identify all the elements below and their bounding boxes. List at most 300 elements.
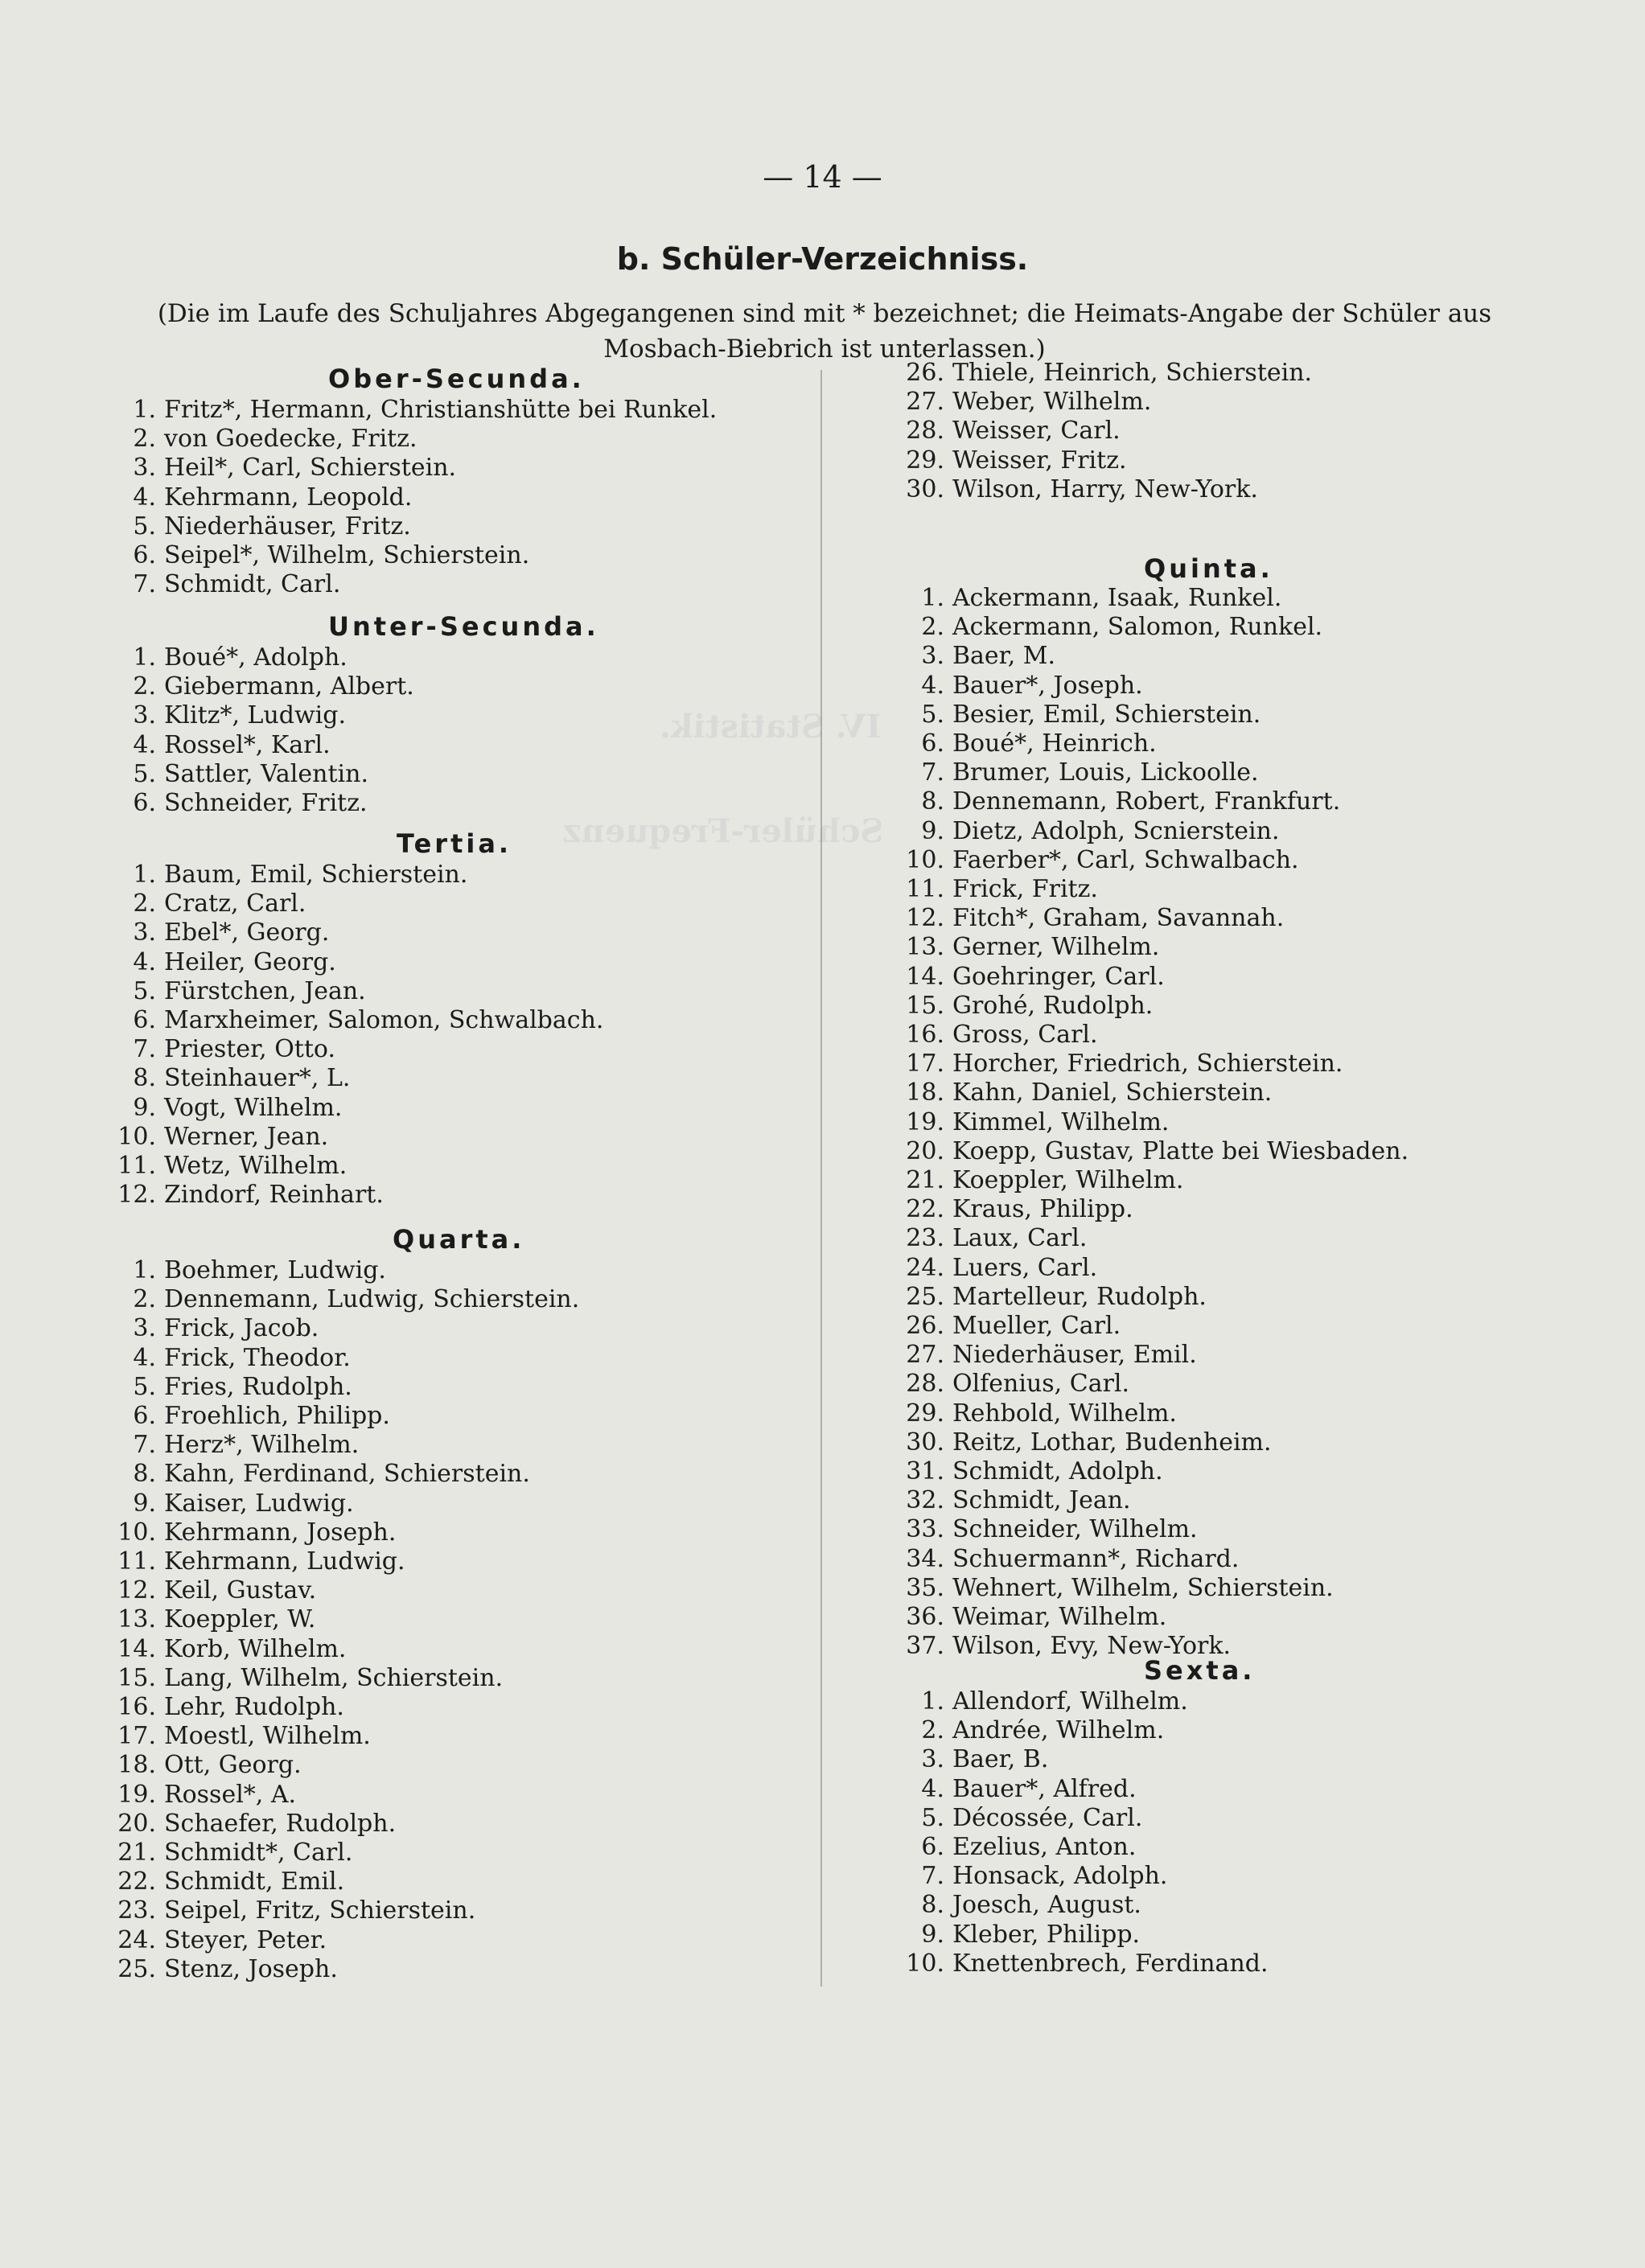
entry-name: Korb, Wilhelm. <box>164 1634 347 1663</box>
student-entry <box>903 1399 1177 1428</box>
entry-number: 6. <box>133 541 156 569</box>
entry-number: 15. <box>117 1663 156 1692</box>
entry-number: 31. <box>906 1457 944 1485</box>
entry-name: Rossel*, A. <box>164 1780 297 1809</box>
entry-number: 23. <box>906 1224 944 1253</box>
student-entry <box>111 1285 579 1314</box>
student-entry <box>111 760 368 789</box>
entry-name: Fritz*, Hermann, Christianshütte bei Runkel. <box>164 396 718 424</box>
student-entry <box>111 1373 352 1402</box>
student-entry <box>111 1751 302 1780</box>
section-heading: Tertia. <box>397 828 512 859</box>
entry-name: Ezelius, Anton. <box>952 1833 1137 1861</box>
student-entry <box>903 1050 1343 1079</box>
student-entry <box>903 359 1312 388</box>
student-entry <box>903 1254 1097 1283</box>
entry-number: 5. <box>921 700 944 729</box>
entry-name: Schmidt, Jean. <box>952 1486 1131 1515</box>
entry-number: 12. <box>906 904 944 933</box>
page-number: — 14 — <box>763 159 882 195</box>
entry-name: Laux, Carl. <box>952 1224 1088 1253</box>
section-heading: Ober-Secunda. <box>328 364 585 394</box>
entry-number: 17. <box>117 1722 156 1751</box>
student-entry <box>111 1867 344 1896</box>
entry-number: 3. <box>921 1745 944 1774</box>
entry-name: Sattler, Valentin. <box>164 759 368 788</box>
entry-number: 37. <box>906 1632 944 1661</box>
entry-name: Frick, Theodor. <box>164 1343 351 1372</box>
entry-number: 35. <box>906 1573 944 1602</box>
entry-name: Dietz, Adolph, Scnierstein. <box>952 816 1280 845</box>
entry-name: Vogt, Wilhelm. <box>164 1093 343 1122</box>
student-entry <box>111 454 456 483</box>
entry-number: 2. <box>133 890 156 918</box>
student-entry <box>111 1896 475 1925</box>
entry-name: Heil*, Carl, Schierstein. <box>164 454 457 483</box>
entry-number: 32. <box>906 1486 944 1515</box>
entry-number: 9. <box>133 1489 156 1518</box>
student-entry <box>111 948 336 977</box>
entry-name: Priester, Otto. <box>164 1035 335 1064</box>
student-entry <box>111 1955 338 1984</box>
student-entry <box>903 1021 1098 1050</box>
entry-number: 7. <box>921 1862 944 1891</box>
entry-number: 27. <box>906 1341 944 1370</box>
student-entry <box>903 1195 1133 1224</box>
student-entry <box>111 701 346 730</box>
student-entry <box>903 446 1127 475</box>
bleed-through-decoration: Schüler-Frequenz <box>563 812 884 850</box>
entry-name: Frick, Jacob. <box>164 1314 319 1343</box>
entry-number: 9. <box>133 1093 156 1122</box>
student-entry <box>111 1781 296 1810</box>
entry-name: Martelleur, Rudolph. <box>952 1282 1207 1311</box>
entry-number: 22. <box>906 1195 944 1224</box>
entry-number: 1. <box>133 861 156 889</box>
entry-name: Fries, Rudolph. <box>164 1372 352 1401</box>
entry-number: 1. <box>921 584 944 612</box>
student-entry <box>903 417 1121 446</box>
student-entry <box>111 541 529 570</box>
entry-name: Wetz, Wilhelm. <box>164 1152 348 1180</box>
entry-name: Schmidt, Adolph. <box>952 1457 1163 1485</box>
student-entry <box>903 1891 1141 1920</box>
student-entry <box>903 1950 1269 1978</box>
student-entry <box>111 643 348 672</box>
entry-name: Fitch*, Graham, Savannah. <box>952 904 1285 933</box>
entry-number: 21. <box>906 1166 944 1194</box>
entry-number: 6. <box>133 1402 156 1430</box>
student-entry <box>903 1687 1188 1716</box>
entry-name: Bauer*, Joseph. <box>952 671 1143 700</box>
entry-number: 6. <box>133 1006 156 1034</box>
entry-number: 5. <box>133 1372 156 1401</box>
student-entry <box>111 890 306 918</box>
entry-name: Boué*, Heinrich. <box>952 729 1157 758</box>
student-entry <box>111 918 329 947</box>
entry-number: 4. <box>133 730 156 759</box>
section-heading: Quarta. <box>393 1224 525 1255</box>
entry-number: 9. <box>921 1920 944 1949</box>
entry-number: 28. <box>906 417 944 446</box>
entry-number: 34. <box>906 1544 944 1573</box>
entry-name: Niederhäuser, Fritz. <box>164 512 411 540</box>
entry-name: von Goedecke, Fritz. <box>164 425 417 454</box>
entry-name: Kleber, Philipp. <box>952 1920 1141 1949</box>
student-entry <box>111 1314 319 1343</box>
entry-number: 14. <box>117 1634 156 1663</box>
student-entry <box>111 1431 359 1460</box>
entry-name: Werner, Jean. <box>164 1122 329 1151</box>
entry-number: 5. <box>133 512 156 540</box>
entry-name: Luers, Carl. <box>952 1253 1098 1282</box>
entry-number: 19. <box>906 1107 944 1136</box>
student-entry <box>111 1547 405 1576</box>
entry-number: 18. <box>117 1751 156 1780</box>
student-entry <box>111 1693 344 1722</box>
student-entry <box>111 1152 347 1181</box>
student-entry <box>903 1862 1167 1891</box>
student-entry <box>111 1926 327 1955</box>
entry-name: Weber, Wilhelm. <box>952 388 1152 417</box>
entry-number: 4. <box>133 483 156 512</box>
entry-name: Reitz, Lothar, Budenheim. <box>952 1428 1272 1457</box>
entry-number: 3. <box>133 454 156 483</box>
student-entry <box>903 642 1055 671</box>
student-entry <box>111 1344 351 1373</box>
entry-number: 33. <box>906 1515 944 1544</box>
student-entry <box>903 846 1299 875</box>
entry-name: Kehrmann, Ludwig. <box>164 1547 405 1576</box>
entry-name: Schneider, Wilhelm. <box>952 1515 1198 1544</box>
entry-number: 14. <box>906 962 944 991</box>
entry-name: Grohé, Rudolph. <box>952 991 1154 1020</box>
student-entry <box>111 1489 354 1518</box>
entry-number: 7. <box>133 1431 156 1460</box>
entry-name: Stenz, Joseph. <box>164 1954 338 1983</box>
entry-name: Faerber*, Carl, Schwalbach. <box>952 845 1299 874</box>
entry-name: Klitz*, Ludwig. <box>164 701 346 730</box>
entry-number: 26. <box>906 359 944 387</box>
student-entry <box>903 1166 1183 1195</box>
entry-name: Marxheimer, Salomon, Schwalbach. <box>164 1006 604 1034</box>
entry-name: Seipel*, Wilhelm, Schierstein. <box>164 541 530 569</box>
student-entry <box>903 1370 1129 1399</box>
entry-name: Niederhäuser, Emil. <box>952 1341 1197 1370</box>
column-divider <box>820 370 822 1987</box>
entry-number: 3. <box>133 918 156 947</box>
student-entry <box>111 977 366 1006</box>
student-entry <box>903 992 1153 1021</box>
student-entry <box>111 1123 328 1152</box>
entry-name: Gross, Carl. <box>952 1021 1098 1049</box>
entry-number: 21. <box>117 1839 156 1867</box>
entry-number: 12. <box>117 1576 156 1605</box>
entry-number: 20. <box>117 1809 156 1838</box>
student-entry <box>903 672 1143 701</box>
entry-number: 23. <box>117 1896 156 1925</box>
entry-name: Koeppler, W. <box>164 1605 316 1634</box>
student-entry <box>111 731 331 760</box>
entry-name: Schneider, Fritz. <box>164 789 368 817</box>
entry-name: Rehbold, Wilhelm. <box>952 1399 1177 1428</box>
entry-number: 5. <box>921 1803 944 1832</box>
entry-name: Dennemann, Robert, Frankfurt. <box>952 787 1341 816</box>
entry-number: 4. <box>921 671 944 700</box>
student-entry <box>903 388 1151 417</box>
entry-number: 19. <box>117 1780 156 1809</box>
student-entry <box>903 1341 1197 1370</box>
student-entry <box>903 1603 1166 1632</box>
entry-number: 18. <box>906 1079 944 1107</box>
section-heading: Unter-Secunda. <box>328 611 599 642</box>
entry-name: Honsack, Adolph. <box>952 1862 1168 1891</box>
entry-number: 11. <box>906 875 944 903</box>
entry-number: 7. <box>133 1035 156 1064</box>
entry-number: 6. <box>133 789 156 817</box>
entry-name: Fürstchen, Jean. <box>164 976 366 1005</box>
entry-name: Lehr, Rudolph. <box>164 1693 344 1721</box>
student-entry <box>903 1283 1207 1312</box>
student-entry <box>111 1094 342 1123</box>
entry-number: 1. <box>921 1687 944 1715</box>
entry-number: 27. <box>906 388 944 417</box>
entry-name: Goehringer, Carl. <box>952 962 1165 991</box>
entry-number: 2. <box>133 1285 156 1314</box>
student-entry <box>903 875 1098 904</box>
entry-name: Baer, M. <box>952 642 1056 671</box>
student-entry <box>111 1576 316 1605</box>
bleed-through-decoration: IV. Statistik. <box>660 708 882 746</box>
student-entry <box>903 817 1279 846</box>
entry-name: Weisser, Fritz. <box>952 446 1127 475</box>
entry-number: 8. <box>921 787 944 816</box>
entry-number: 10. <box>117 1122 156 1151</box>
student-entry <box>111 425 417 454</box>
entry-number: 11. <box>117 1152 156 1180</box>
entry-number: 8. <box>921 1891 944 1920</box>
entry-name: Kimmel, Wilhelm. <box>952 1107 1170 1136</box>
entry-name: Giebermann, Albert. <box>164 672 414 701</box>
entry-number: 24. <box>906 1253 944 1282</box>
entry-number: 13. <box>117 1605 156 1634</box>
student-entry <box>903 475 1258 504</box>
entry-number: 10. <box>906 1949 944 1978</box>
student-entry <box>903 1224 1087 1253</box>
student-entry <box>111 1605 315 1634</box>
entry-name: Kaiser, Ludwig. <box>164 1489 354 1518</box>
student-entry <box>903 613 1322 642</box>
entry-name: Heiler, Georg. <box>164 947 336 976</box>
entry-number: 1. <box>133 396 156 424</box>
entry-name: Ackermann, Salomon, Runkel. <box>952 613 1323 642</box>
entry-number: 5. <box>133 976 156 1005</box>
student-entry <box>111 1402 390 1431</box>
student-entry <box>111 512 411 541</box>
student-entry <box>111 1810 396 1839</box>
student-entry <box>903 904 1284 933</box>
student-entry <box>903 1545 1239 1574</box>
student-entry <box>111 1256 386 1285</box>
entry-name: Steinhauer*, L. <box>164 1064 351 1093</box>
student-entry <box>903 729 1157 758</box>
student-entry <box>111 570 340 599</box>
entry-number: 6. <box>921 1833 944 1861</box>
student-entry <box>903 1079 1272 1107</box>
entry-name: Mueller, Carl. <box>952 1312 1121 1340</box>
entry-name: Schmidt*, Carl. <box>164 1839 353 1867</box>
entry-number: 1. <box>133 1256 156 1284</box>
entry-number: 26. <box>906 1312 944 1340</box>
entry-number: 2. <box>921 1716 944 1745</box>
entry-name: Ebel*, Georg. <box>164 918 330 947</box>
student-entry <box>111 861 467 890</box>
entry-name: Boué*, Adolph. <box>164 643 348 672</box>
student-entry <box>903 1716 1164 1745</box>
student-entry <box>903 1428 1272 1457</box>
entry-name: Weimar, Wilhelm. <box>952 1603 1167 1631</box>
entry-number: 1. <box>133 643 156 672</box>
entry-number: 16. <box>906 1021 944 1049</box>
entry-name: Koeppler, Wilhelm. <box>952 1166 1184 1194</box>
section-heading: Quinta. <box>1144 553 1273 584</box>
entry-name: Wilson, Evy, New-York. <box>952 1632 1232 1661</box>
entry-number: 28. <box>906 1370 944 1399</box>
entry-name: Kraus, Philipp. <box>952 1195 1133 1224</box>
entry-name: Besier, Emil, Schierstein. <box>952 700 1261 729</box>
entry-name: Ackermann, Isaak, Runkel. <box>952 584 1282 612</box>
entry-number: 11. <box>117 1547 156 1576</box>
entry-number: 3. <box>133 1314 156 1343</box>
entry-name: Brumer, Louis, Lickoolle. <box>952 758 1259 787</box>
student-entry <box>903 1312 1121 1341</box>
student-entry <box>111 1839 352 1867</box>
entry-name: Schmidt, Carl. <box>164 570 341 599</box>
entry-number: 22. <box>117 1867 156 1896</box>
entry-name: Herz*, Wilhelm. <box>164 1431 360 1460</box>
document-title: b. Schüler-Verzeichniss. <box>616 241 1029 277</box>
entry-name: Schaefer, Rudolph. <box>164 1809 397 1838</box>
entry-number: 25. <box>906 1282 944 1311</box>
entry-number: 4. <box>133 1343 156 1372</box>
entry-name: Steyer, Peter. <box>164 1925 327 1954</box>
entry-number: 29. <box>906 1399 944 1428</box>
entry-name: Weisser, Carl. <box>952 417 1121 446</box>
student-entry <box>111 396 717 425</box>
entry-name: Kehrmann, Joseph. <box>164 1518 397 1547</box>
entry-name: Rossel*, Karl. <box>164 730 331 759</box>
student-entry <box>111 1722 371 1751</box>
entry-number: 8. <box>133 1460 156 1489</box>
entry-name: Andrée, Wilhelm. <box>952 1716 1165 1745</box>
student-entry <box>111 483 412 512</box>
student-entry <box>903 1921 1140 1950</box>
entry-name: Ott, Georg. <box>164 1751 302 1780</box>
entry-name: Knettenbrech, Ferdinand. <box>952 1949 1269 1978</box>
student-entry <box>903 787 1340 816</box>
entry-number: 24. <box>117 1925 156 1954</box>
entry-number: 30. <box>906 1428 944 1457</box>
entry-name: Kahn, Ferdinand, Schierstein. <box>164 1460 530 1489</box>
entry-name: Gerner, Wilhelm. <box>952 933 1160 962</box>
student-entry <box>903 584 1281 613</box>
student-entry <box>111 789 368 818</box>
entry-number: 30. <box>906 475 944 503</box>
entry-name: Lang, Wilhelm, Schierstein. <box>164 1663 504 1692</box>
student-entry <box>903 701 1260 729</box>
entry-number: 16. <box>117 1693 156 1721</box>
entry-name: Zindorf, Reinhart. <box>164 1181 384 1210</box>
entry-number: 3. <box>133 701 156 730</box>
entry-name: Wilson, Harry, New-York. <box>952 475 1258 503</box>
entry-name: Allendorf, Wilhelm. <box>952 1687 1188 1715</box>
student-entry <box>111 1035 335 1064</box>
entry-number: 2. <box>133 672 156 701</box>
entry-name: Joesch, August. <box>952 1891 1141 1920</box>
entry-number: 4. <box>133 947 156 976</box>
entry-number: 10. <box>117 1518 156 1547</box>
entry-name: Cratz, Carl. <box>164 890 306 918</box>
entry-number: 25. <box>117 1954 156 1983</box>
entry-number: 15. <box>906 991 944 1020</box>
entry-number: 5. <box>133 759 156 788</box>
student-entry <box>111 1460 530 1489</box>
entry-number: 36. <box>906 1603 944 1631</box>
student-entry <box>111 1181 384 1210</box>
entry-name: Décossée, Carl. <box>952 1803 1143 1832</box>
entry-name: Wehnert, Wilhelm, Schierstein. <box>952 1573 1334 1602</box>
student-entry <box>903 1486 1131 1515</box>
student-entry <box>111 1635 346 1664</box>
entry-number: 3. <box>921 642 944 671</box>
entry-name: Moestl, Wilhelm. <box>164 1722 371 1751</box>
entry-number: 7. <box>921 758 944 787</box>
student-entry <box>903 1745 1048 1774</box>
entry-name: Seipel, Fritz, Schierstein. <box>164 1896 476 1925</box>
entry-name: Bauer*, Alfred. <box>952 1774 1137 1803</box>
student-entry <box>903 758 1259 787</box>
entry-name: Baer, B. <box>952 1745 1049 1774</box>
student-entry <box>903 1775 1137 1804</box>
entry-number: 29. <box>906 446 944 475</box>
entry-number: 9. <box>921 816 944 845</box>
student-entry <box>903 1108 1169 1137</box>
entry-name: Olfenius, Carl. <box>952 1370 1130 1399</box>
entry-number: 12. <box>117 1181 156 1210</box>
entry-name: Dennemann, Ludwig, Schierstein. <box>164 1285 580 1314</box>
student-entry <box>903 1137 1409 1166</box>
student-entry <box>111 1064 350 1093</box>
entry-name: Kahn, Daniel, Schierstein. <box>952 1079 1273 1107</box>
entry-name: Frick, Fritz. <box>952 875 1098 903</box>
entry-name: Schmidt, Emil. <box>164 1867 345 1896</box>
student-entry <box>111 1518 396 1547</box>
entry-number: 20. <box>906 1136 944 1165</box>
entry-name: Schuermann*, Richard. <box>952 1544 1240 1573</box>
entry-number: 10. <box>906 845 944 874</box>
entry-number: 2. <box>133 425 156 454</box>
student-entry <box>903 1833 1136 1862</box>
student-entry <box>903 1515 1198 1544</box>
note: (Die im Laufe des Schuljahres Abgegangenen sind mit * bezeichnet; die Heimats-Angabe der Schüler aus Mosbach-Biebrich ist unterlassen.) <box>157 299 1492 364</box>
entry-name: Thiele, Heinrich, Schierstein. <box>952 359 1313 387</box>
entry-number: 17. <box>906 1050 944 1079</box>
entry-number: 2. <box>921 613 944 642</box>
student-entry <box>903 963 1165 992</box>
entry-number: 4. <box>921 1774 944 1803</box>
entry-number: 13. <box>906 933 944 962</box>
entry-number: 7. <box>133 570 156 599</box>
